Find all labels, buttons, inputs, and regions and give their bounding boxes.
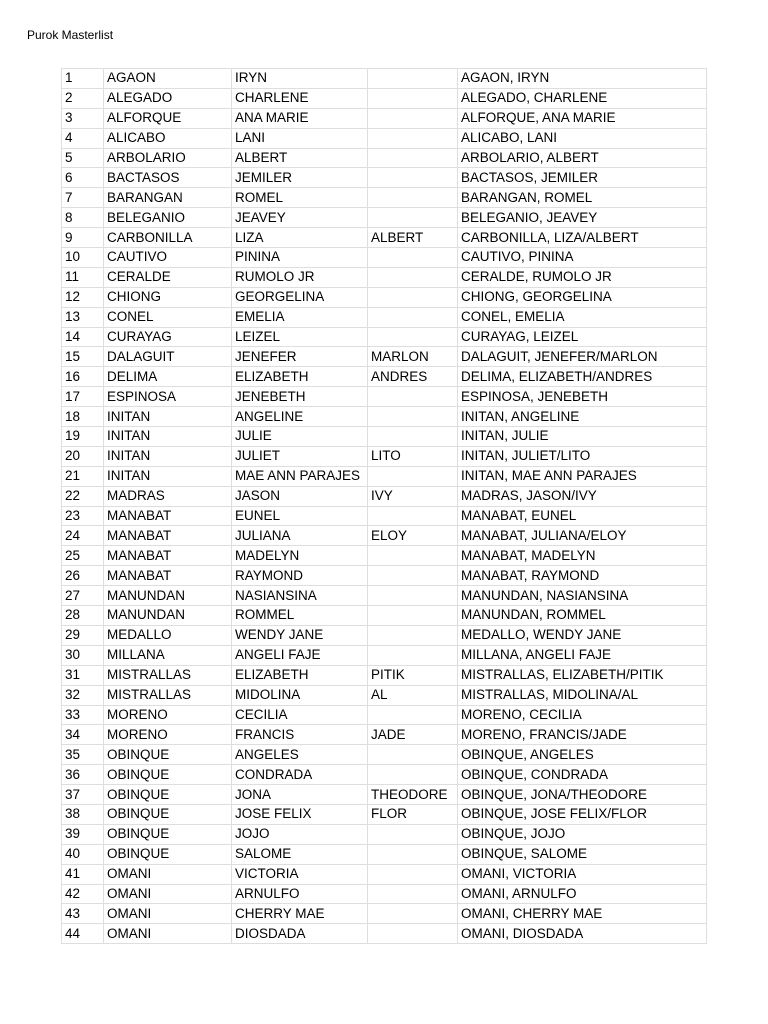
table-row (62, 248, 707, 268)
spouse-name-cell: FLOR (368, 804, 458, 824)
last-name-cell: OMANI (104, 904, 232, 924)
full-name-cell: DALAGUIT, JENEFER/MARLON (458, 347, 707, 367)
last-name-cell: OMANI (104, 924, 232, 944)
last-name-cell: MORENO (104, 725, 232, 745)
first-name-cell: ROMEL (232, 188, 368, 208)
full-name-cell: MORENO, CECILIA (458, 705, 707, 725)
spouse-name-cell (368, 148, 458, 168)
full-name-cell: INITAN, JULIET/LITO (458, 446, 707, 466)
table-row (62, 88, 707, 108)
last-name-cell: CHIONG (104, 287, 232, 307)
spouse-name-cell (368, 88, 458, 108)
first-name-cell: JOSE FELIX (232, 804, 368, 824)
full-name-cell: OBINQUE, CONDRADA (458, 765, 707, 785)
row-number-cell: 26 (62, 566, 104, 586)
table-row (62, 407, 707, 427)
last-name-cell: MISTRALLAS (104, 665, 232, 685)
table-row (62, 327, 707, 347)
masterlist-table (61, 68, 707, 944)
table-row (62, 367, 707, 387)
spouse-name-cell: ELOY (368, 526, 458, 546)
full-name-cell: OMANI, CHERRY MAE (458, 904, 707, 924)
first-name-cell: ANGELI FAJE (232, 645, 368, 665)
last-name-cell: CONEL (104, 307, 232, 327)
spouse-name-cell (368, 625, 458, 645)
spouse-name-cell (368, 108, 458, 128)
first-name-cell: PININA (232, 248, 368, 268)
spouse-name-cell (368, 427, 458, 447)
row-number-cell: 29 (62, 625, 104, 645)
table-row (62, 168, 707, 188)
spouse-name-cell: MARLON (368, 347, 458, 367)
table-row (62, 645, 707, 665)
spouse-name-cell (368, 248, 458, 268)
table-row (62, 427, 707, 447)
last-name-cell: INITAN (104, 407, 232, 427)
table-row (62, 685, 707, 705)
last-name-cell: OMANI (104, 864, 232, 884)
first-name-cell: NASIANSINA (232, 586, 368, 606)
first-name-cell: LIZA (232, 228, 368, 248)
table-row (62, 566, 707, 586)
row-number-cell: 38 (62, 804, 104, 824)
last-name-cell: MANABAT (104, 526, 232, 546)
first-name-cell: JASON (232, 486, 368, 506)
table-row (62, 546, 707, 566)
row-number-cell: 2 (62, 88, 104, 108)
full-name-cell: MANUNDAN, NASIANSINA (458, 586, 707, 606)
first-name-cell: GEORGELINA (232, 287, 368, 307)
full-name-cell: CONEL, EMELIA (458, 307, 707, 327)
row-number-cell: 4 (62, 128, 104, 148)
first-name-cell: ANA MARIE (232, 108, 368, 128)
full-name-cell: BARANGAN, ROMEL (458, 188, 707, 208)
spouse-name-cell (368, 168, 458, 188)
full-name-cell: ESPINOSA, JENEBETH (458, 387, 707, 407)
row-number-cell: 34 (62, 725, 104, 745)
last-name-cell: ALEGADO (104, 88, 232, 108)
row-number-cell: 44 (62, 924, 104, 944)
last-name-cell: MANABAT (104, 546, 232, 566)
row-number-cell: 23 (62, 506, 104, 526)
full-name-cell: MANABAT, RAYMOND (458, 566, 707, 586)
first-name-cell: ARNULFO (232, 884, 368, 904)
row-number-cell: 11 (62, 267, 104, 287)
last-name-cell: MANUNDAN (104, 606, 232, 626)
first-name-cell: ANGELINE (232, 407, 368, 427)
row-number-cell: 16 (62, 367, 104, 387)
table-row (62, 824, 707, 844)
row-number-cell: 39 (62, 824, 104, 844)
spouse-name-cell (368, 407, 458, 427)
first-name-cell: VICTORIA (232, 864, 368, 884)
row-number-cell: 43 (62, 904, 104, 924)
full-name-cell: INITAN, JULIE (458, 427, 707, 447)
spouse-name-cell (368, 705, 458, 725)
spouse-name-cell: PITIK (368, 665, 458, 685)
row-number-cell: 19 (62, 427, 104, 447)
last-name-cell: CURAYAG (104, 327, 232, 347)
spouse-name-cell (368, 765, 458, 785)
table-row (62, 586, 707, 606)
full-name-cell: MANUNDAN, ROMMEL (458, 606, 707, 626)
spouse-name-cell (368, 188, 458, 208)
first-name-cell: ANGELES (232, 745, 368, 765)
row-number-cell: 12 (62, 287, 104, 307)
row-number-cell: 17 (62, 387, 104, 407)
first-name-cell: WENDY JANE (232, 625, 368, 645)
table-row (62, 606, 707, 626)
first-name-cell: EUNEL (232, 506, 368, 526)
last-name-cell: OBINQUE (104, 804, 232, 824)
last-name-cell: ARBOLARIO (104, 148, 232, 168)
table-row (62, 108, 707, 128)
first-name-cell: JONA (232, 785, 368, 805)
first-name-cell: MADELYN (232, 546, 368, 566)
full-name-cell: MADRAS, JASON/IVY (458, 486, 707, 506)
table-row (62, 705, 707, 725)
row-number-cell: 7 (62, 188, 104, 208)
row-number-cell: 22 (62, 486, 104, 506)
first-name-cell: LEIZEL (232, 327, 368, 347)
spouse-name-cell (368, 606, 458, 626)
last-name-cell: ESPINOSA (104, 387, 232, 407)
spouse-name-cell (368, 824, 458, 844)
spouse-name-cell (368, 327, 458, 347)
row-number-cell: 31 (62, 665, 104, 685)
row-number-cell: 33 (62, 705, 104, 725)
full-name-cell: OMANI, ARNULFO (458, 884, 707, 904)
first-name-cell: RUMOLO JR (232, 267, 368, 287)
first-name-cell: JULIE (232, 427, 368, 447)
row-number-cell: 3 (62, 108, 104, 128)
table-row (62, 745, 707, 765)
table-row (62, 69, 707, 89)
table-row (62, 287, 707, 307)
row-number-cell: 40 (62, 844, 104, 864)
spouse-name-cell (368, 128, 458, 148)
row-number-cell: 42 (62, 884, 104, 904)
table-row (62, 267, 707, 287)
last-name-cell: OMANI (104, 884, 232, 904)
last-name-cell: MANUNDAN (104, 586, 232, 606)
first-name-cell: MAE ANN PARAJES (232, 466, 368, 486)
spouse-name-cell (368, 466, 458, 486)
full-name-cell: ALFORQUE, ANA MARIE (458, 108, 707, 128)
spouse-name-cell: LITO (368, 446, 458, 466)
first-name-cell: ROMMEL (232, 606, 368, 626)
spouse-name-cell (368, 387, 458, 407)
row-number-cell: 13 (62, 307, 104, 327)
last-name-cell: BARANGAN (104, 188, 232, 208)
first-name-cell: CHARLENE (232, 88, 368, 108)
last-name-cell: OBINQUE (104, 785, 232, 805)
first-name-cell: FRANCIS (232, 725, 368, 745)
table-row (62, 625, 707, 645)
spouse-name-cell: ANDRES (368, 367, 458, 387)
row-number-cell: 10 (62, 248, 104, 268)
full-name-cell: OBINQUE, JONA/THEODORE (458, 785, 707, 805)
table-row (62, 307, 707, 327)
table-row (62, 924, 707, 944)
first-name-cell: JENEBETH (232, 387, 368, 407)
table-row (62, 665, 707, 685)
last-name-cell: DELIMA (104, 367, 232, 387)
last-name-cell: CAUTIVO (104, 248, 232, 268)
row-number-cell: 8 (62, 208, 104, 228)
last-name-cell: OBINQUE (104, 844, 232, 864)
full-name-cell: CARBONILLA, LIZA/ALBERT (458, 228, 707, 248)
table-row (62, 446, 707, 466)
last-name-cell: OBINQUE (104, 824, 232, 844)
document-title: Purok Masterlist (27, 28, 114, 42)
last-name-cell: INITAN (104, 427, 232, 447)
spouse-name-cell (368, 884, 458, 904)
full-name-cell: ARBOLARIO, ALBERT (458, 148, 707, 168)
last-name-cell: BACTASOS (104, 168, 232, 188)
last-name-cell: AGAON (104, 69, 232, 89)
table-row (62, 804, 707, 824)
spouse-name-cell: IVY (368, 486, 458, 506)
last-name-cell: MILLANA (104, 645, 232, 665)
full-name-cell: MANABAT, MADELYN (458, 546, 707, 566)
full-name-cell: OMANI, DIOSDADA (458, 924, 707, 944)
full-name-cell: INITAN, MAE ANN PARAJES (458, 466, 707, 486)
row-number-cell: 20 (62, 446, 104, 466)
full-name-cell: OBINQUE, ANGELES (458, 745, 707, 765)
full-name-cell: MISTRALLAS, ELIZABETH/PITIK (458, 665, 707, 685)
row-number-cell: 41 (62, 864, 104, 884)
row-number-cell: 9 (62, 228, 104, 248)
row-number-cell: 5 (62, 148, 104, 168)
spouse-name-cell (368, 745, 458, 765)
full-name-cell: MANABAT, EUNEL (458, 506, 707, 526)
last-name-cell: DALAGUIT (104, 347, 232, 367)
row-number-cell: 37 (62, 785, 104, 805)
full-name-cell: INITAN, ANGELINE (458, 407, 707, 427)
masterlist-body (62, 69, 707, 944)
full-name-cell: CERALDE, RUMOLO JR (458, 267, 707, 287)
last-name-cell: BELEGANIO (104, 208, 232, 228)
spouse-name-cell (368, 287, 458, 307)
first-name-cell: RAYMOND (232, 566, 368, 586)
table-row (62, 387, 707, 407)
first-name-cell: JEMILER (232, 168, 368, 188)
table-row (62, 128, 707, 148)
first-name-cell: EMELIA (232, 307, 368, 327)
first-name-cell: JULIANA (232, 526, 368, 546)
spouse-name-cell: AL (368, 685, 458, 705)
last-name-cell: CERALDE (104, 267, 232, 287)
last-name-cell: ALICABO (104, 128, 232, 148)
last-name-cell: INITAN (104, 466, 232, 486)
table-row (62, 864, 707, 884)
first-name-cell: IRYN (232, 69, 368, 89)
row-number-cell: 15 (62, 347, 104, 367)
table-row (62, 506, 707, 526)
row-number-cell: 27 (62, 586, 104, 606)
full-name-cell: DELIMA, ELIZABETH/ANDRES (458, 367, 707, 387)
first-name-cell: ELIZABETH (232, 367, 368, 387)
spouse-name-cell (368, 844, 458, 864)
full-name-cell: AGAON, IRYN (458, 69, 707, 89)
table-row (62, 188, 707, 208)
first-name-cell: SALOME (232, 844, 368, 864)
row-number-cell: 25 (62, 546, 104, 566)
table-row (62, 765, 707, 785)
table-row (62, 725, 707, 745)
last-name-cell: INITAN (104, 446, 232, 466)
spouse-name-cell: ALBERT (368, 228, 458, 248)
table-row (62, 347, 707, 367)
spouse-name-cell (368, 546, 458, 566)
last-name-cell: CARBONILLA (104, 228, 232, 248)
first-name-cell: JENEFER (232, 347, 368, 367)
spouse-name-cell (368, 506, 458, 526)
full-name-cell: CURAYAG, LEIZEL (458, 327, 707, 347)
row-number-cell: 32 (62, 685, 104, 705)
row-number-cell: 24 (62, 526, 104, 546)
first-name-cell: LANI (232, 128, 368, 148)
first-name-cell: DIOSDADA (232, 924, 368, 944)
spouse-name-cell (368, 307, 458, 327)
table-row (62, 884, 707, 904)
last-name-cell: OBINQUE (104, 745, 232, 765)
full-name-cell: MEDALLO, WENDY JANE (458, 625, 707, 645)
spouse-name-cell (368, 864, 458, 884)
last-name-cell: MADRAS (104, 486, 232, 506)
first-name-cell: CHERRY MAE (232, 904, 368, 924)
last-name-cell: MISTRALLAS (104, 685, 232, 705)
table-row (62, 904, 707, 924)
full-name-cell: ALEGADO, CHARLENE (458, 88, 707, 108)
table-row (62, 466, 707, 486)
table-row (62, 228, 707, 248)
row-number-cell: 6 (62, 168, 104, 188)
full-name-cell: BACTASOS, JEMILER (458, 168, 707, 188)
row-number-cell: 18 (62, 407, 104, 427)
full-name-cell: OBINQUE, JOJO (458, 824, 707, 844)
full-name-cell: CHIONG, GEORGELINA (458, 287, 707, 307)
first-name-cell: MIDOLINA (232, 685, 368, 705)
first-name-cell: JOJO (232, 824, 368, 844)
full-name-cell: MILLANA, ANGELI FAJE (458, 645, 707, 665)
spouse-name-cell: JADE (368, 725, 458, 745)
row-number-cell: 30 (62, 645, 104, 665)
row-number-cell: 21 (62, 466, 104, 486)
last-name-cell: MEDALLO (104, 625, 232, 645)
spouse-name-cell (368, 586, 458, 606)
table-row (62, 526, 707, 546)
last-name-cell: OBINQUE (104, 765, 232, 785)
full-name-cell: ALICABO, LANI (458, 128, 707, 148)
row-number-cell: 35 (62, 745, 104, 765)
row-number-cell: 1 (62, 69, 104, 89)
spouse-name-cell (368, 566, 458, 586)
table-row (62, 785, 707, 805)
spouse-name-cell (368, 924, 458, 944)
first-name-cell: JULIET (232, 446, 368, 466)
spouse-name-cell (368, 208, 458, 228)
spouse-name-cell (368, 69, 458, 89)
last-name-cell: ALFORQUE (104, 108, 232, 128)
spouse-name-cell: THEODORE (368, 785, 458, 805)
full-name-cell: MORENO, FRANCIS/JADE (458, 725, 707, 745)
last-name-cell: MANABAT (104, 566, 232, 586)
first-name-cell: JEAVEY (232, 208, 368, 228)
row-number-cell: 28 (62, 606, 104, 626)
spouse-name-cell (368, 904, 458, 924)
row-number-cell: 14 (62, 327, 104, 347)
last-name-cell: MORENO (104, 705, 232, 725)
full-name-cell: OBINQUE, SALOME (458, 844, 707, 864)
last-name-cell: MANABAT (104, 506, 232, 526)
full-name-cell: OBINQUE, JOSE FELIX/FLOR (458, 804, 707, 824)
table-row (62, 844, 707, 864)
first-name-cell: ALBERT (232, 148, 368, 168)
full-name-cell: CAUTIVO, PININA (458, 248, 707, 268)
first-name-cell: ELIZABETH (232, 665, 368, 685)
full-name-cell: OMANI, VICTORIA (458, 864, 707, 884)
first-name-cell: CONDRADA (232, 765, 368, 785)
table-row (62, 148, 707, 168)
full-name-cell: MANABAT, JULIANA/ELOY (458, 526, 707, 546)
row-number-cell: 36 (62, 765, 104, 785)
first-name-cell: CECILIA (232, 705, 368, 725)
spouse-name-cell (368, 267, 458, 287)
spouse-name-cell (368, 645, 458, 665)
table-row (62, 208, 707, 228)
full-name-cell: BELEGANIO, JEAVEY (458, 208, 707, 228)
table-row (62, 486, 707, 506)
full-name-cell: MISTRALLAS, MIDOLINA/AL (458, 685, 707, 705)
